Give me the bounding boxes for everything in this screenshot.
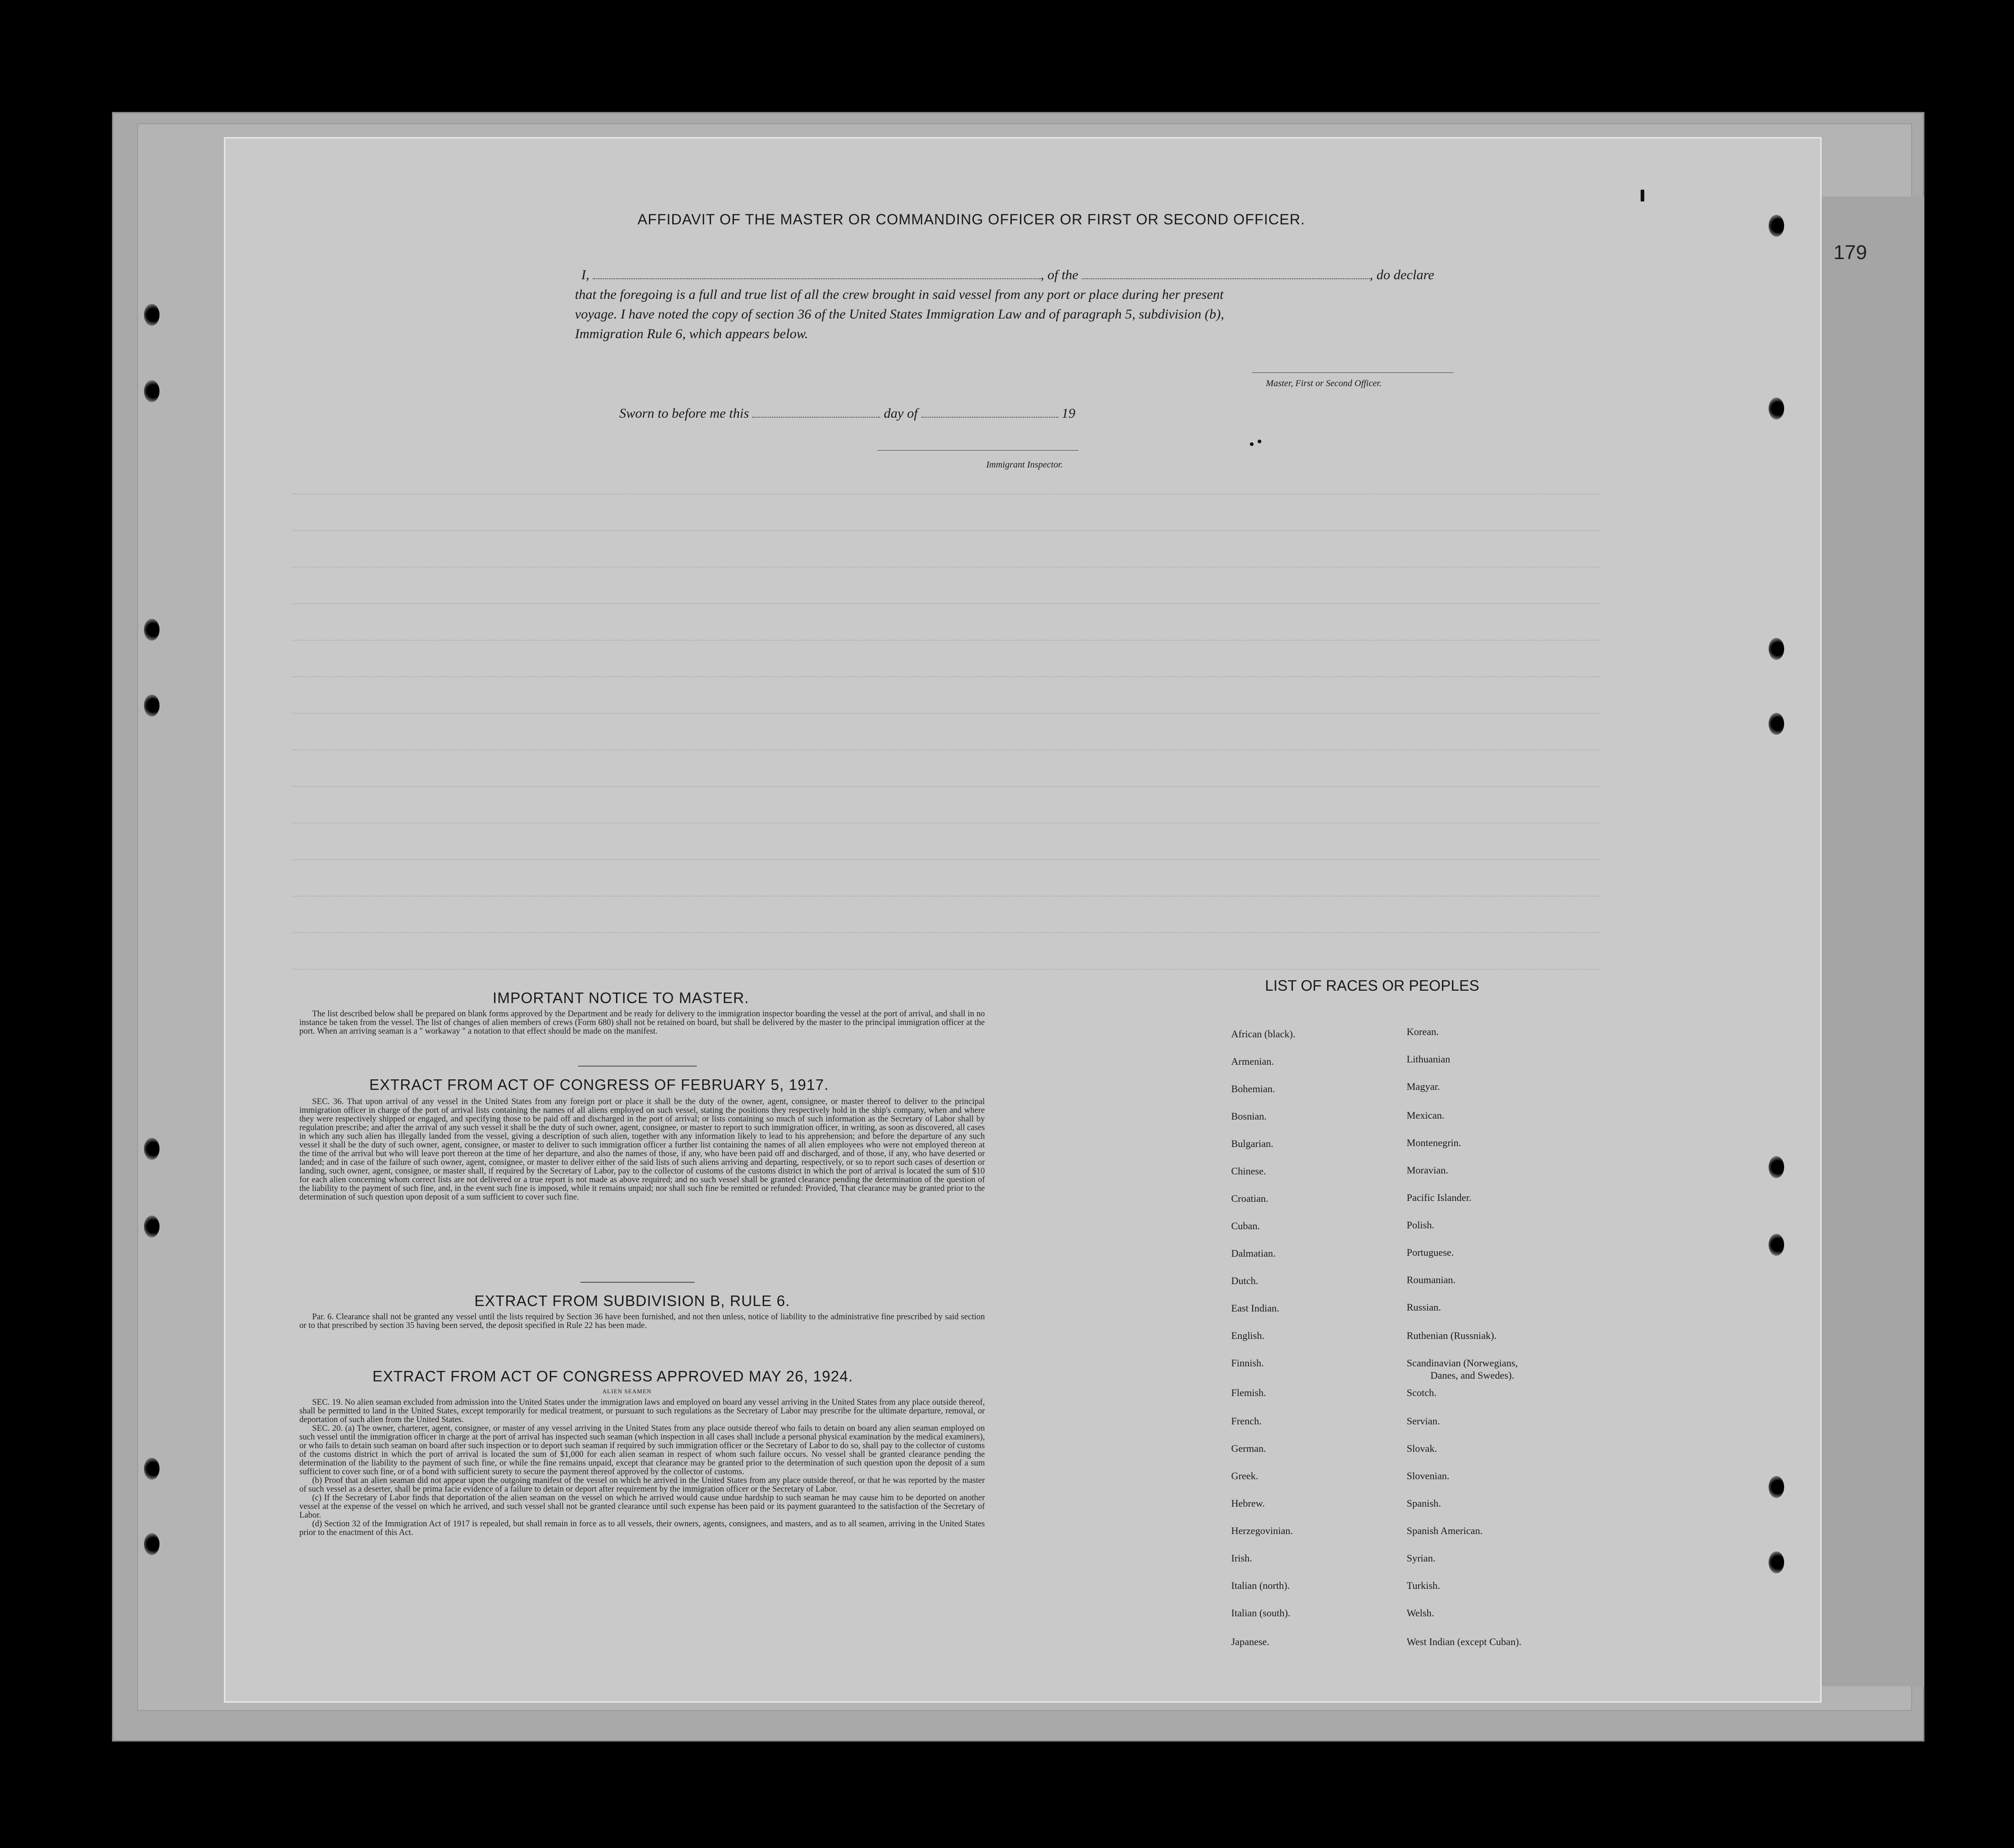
separator bbox=[578, 1066, 697, 1067]
bleed-through-row bbox=[292, 640, 1600, 642]
race-item: Italian (south). bbox=[1231, 1607, 1291, 1619]
bleed-through-row bbox=[292, 859, 1600, 861]
bleed-through-row bbox=[292, 823, 1600, 824]
section-19-paragraph: SEC. 19. No alien seaman excluded from admission into the United States under the immigration laws and employed on board any vessel arriving in the United States from any place outside thereof, shall be permitted to land in the United States, except temporarily for medical treatment, or pursuant to such regulations as the Secretary of Labor may prescribe for the ultimate departure, removal, or deportation of such alien from the United States. bbox=[299, 1398, 985, 1424]
ink-mark bbox=[1258, 440, 1261, 443]
race-item: Chinese. bbox=[1231, 1165, 1266, 1177]
affidavit-line-1 bbox=[581, 267, 1434, 283]
extract-1924-body bbox=[299, 1398, 985, 1537]
binder-hole-icon bbox=[1769, 1234, 1784, 1256]
binder-hole-icon bbox=[1769, 215, 1784, 237]
notice-title: IMPORTANT NOTICE TO MASTER. bbox=[493, 989, 749, 1006]
race-item: Slovak. bbox=[1407, 1443, 1437, 1454]
affidavit-line-2: that the foregoing is a full and true list of all the crew brought in said vessel from any port or place during her present bbox=[575, 287, 1224, 302]
race-item: Servian. bbox=[1407, 1415, 1440, 1427]
bleed-through-row bbox=[292, 932, 1600, 934]
binder-hole-icon bbox=[144, 1533, 159, 1555]
race-item: French. bbox=[1231, 1415, 1262, 1427]
section-20a-paragraph: SEC. 20. (a) The owner, charterer, agent, consignee, or master of any vessel arriving in the United States from any place outside thereof who fails to detain on board any alien seaman employed on such vessel until the immigration officer in charge at the port of arrival has inspected such seaman (which inspection in all cases shall include a personal physical examination by the medical examiners), or who fails to detain such seaman on board after such inspection or to deport such seaman if required by such immigration officer or the Secretary of Labor to do so, shall pay to the collector of customs of the customs district in which the port of arrival is located the sum of $1,000 for each alien seaman in respect of whom such failure occurs. No vessel shall be granted clearance pending the determination of the liability to the payment of such fine, or while the fine remains unpaid, except that clearance may be granted prior to the determination of such question upon the deposit of a sum sufficient to cover such fine, or of a bond with sufficient surety to secure the payment thereof approved by the collector of customs. bbox=[299, 1424, 985, 1476]
race-item: Bulgarian. bbox=[1231, 1138, 1274, 1149]
race-item: German. bbox=[1231, 1443, 1266, 1454]
race-item: Russian. bbox=[1407, 1301, 1441, 1313]
binder-hole-icon bbox=[144, 304, 159, 326]
bleed-through-row bbox=[292, 749, 1600, 751]
master-signature-label: Master, First or Second Officer. bbox=[1266, 378, 1382, 388]
section-20b-paragraph: (b) Proof that an alien seaman did not appear upon the outgoing manifest of the vessel on which he arrived in the United States from any place outside thereof, or that he was reported by the master of such vessel as a deserter, shall be prima facie evidence of a failure to detain or deport after requirement by the immigration officer or the Secretary of Labor. bbox=[299, 1476, 985, 1494]
ink-mark bbox=[1641, 190, 1644, 202]
binder-hole-icon bbox=[1769, 1476, 1784, 1498]
extract-1924-title: EXTRACT FROM ACT OF CONGRESS APPROVED MAY 26, 1924. bbox=[372, 1368, 853, 1385]
races-title: LIST OF RACES OR PEOPLES bbox=[1265, 977, 1479, 994]
race-item: Montenegrin. bbox=[1407, 1137, 1461, 1148]
race-item: Dalmatian. bbox=[1231, 1248, 1276, 1259]
master-signature-line[interactable] bbox=[1252, 372, 1453, 373]
inspector-signature-line[interactable] bbox=[877, 450, 1079, 451]
race-item: Pacific Islander. bbox=[1407, 1192, 1472, 1203]
bleed-through-row bbox=[292, 786, 1600, 788]
race-item: Turkish. bbox=[1407, 1580, 1440, 1591]
extract-rule6-body bbox=[299, 1313, 985, 1330]
binder-hole-icon bbox=[144, 619, 159, 641]
race-item: Finnish. bbox=[1231, 1357, 1264, 1369]
race-item: Dutch. bbox=[1231, 1275, 1259, 1286]
binder-hole-icon bbox=[144, 380, 159, 402]
page-number: 179 bbox=[1833, 241, 1867, 264]
race-item: Scandinavian (Norwegians, bbox=[1407, 1357, 1518, 1369]
sworn-line bbox=[619, 406, 1075, 421]
bleed-through-row bbox=[292, 676, 1600, 678]
page-tab-strip bbox=[1819, 196, 1924, 1686]
race-item: Irish. bbox=[1231, 1552, 1252, 1564]
race-item: Croatian. bbox=[1231, 1193, 1269, 1204]
day-blank[interactable] bbox=[752, 417, 880, 418]
race-item: Japanese. bbox=[1231, 1636, 1270, 1647]
bleed-through-row bbox=[292, 494, 1600, 495]
extract-1917-title: EXTRACT FROM ACT OF CONGRESS OF FEBRUARY 5, 1917. bbox=[369, 1076, 829, 1093]
bleed-through-row bbox=[292, 530, 1600, 532]
race-item: Cuban. bbox=[1231, 1220, 1260, 1232]
name-blank[interactable] bbox=[593, 278, 1041, 279]
binder-hole-icon bbox=[1769, 1156, 1784, 1178]
bleed-through-row bbox=[292, 567, 1600, 568]
race-item: Herzegovinian. bbox=[1231, 1525, 1293, 1536]
race-item: Korean. bbox=[1407, 1026, 1439, 1037]
race-item: Greek. bbox=[1231, 1470, 1259, 1482]
race-item: Flemish. bbox=[1231, 1387, 1266, 1398]
affidavit-i: I, bbox=[581, 267, 590, 282]
inspector-signature-label: Immigrant Inspector. bbox=[986, 460, 1063, 470]
binder-hole-icon bbox=[144, 695, 159, 717]
sworn-text: Sworn to before me this bbox=[619, 406, 749, 421]
notice-paragraph: The list described below shall be prepared on blank forms approved by the Department and be ready for delivery to the immigration inspector boarding the vessel at the port of arrival, and shall in no instance be taken from the vessel. The list of changes of alien members of crews (Form 680) shall not be retained on board, but shall be delivered by the master to the principal immigration officer at the port. When an arriving seaman is a " workaway " a notation to that effect should be made on the manifest. bbox=[299, 1009, 985, 1036]
year-prefix: 19 bbox=[1062, 406, 1076, 421]
race-item: Armenian. bbox=[1231, 1056, 1274, 1067]
ink-mark bbox=[1250, 442, 1254, 446]
affidavit-of-the: , of the bbox=[1041, 267, 1079, 282]
section-36-paragraph: SEC. 36. That upon arrival of any vessel in the United States from any foreign port or place it shall be the duty of the owner, agent, consignee, or master thereof to deliver to the principal immigration officer in charge of the port of arrival lists containing the names of all aliens employed on such vessel, stating the positions they respectively hold in the ship's company, when and where they were respectively shipped or engaged, and specifying those to be paid off and discharged in the port of arrival; or lists containing so much of such information as the Secretary of Labor shall by regulation prescribe; and after the arrival of any such vessel it shall be the duty of such owner, agent, consignee, or master to report to such immigration officer, in writing, as soon as discovered, all cases in which any such alien has illegally landed from the vessel, giving a description of such alien, together with any information likely to lead to his apprehension; and before the departure of any such vessel it shall be the duty of such owner, agent, consignee, or master to deliver to such immigration officer a further list containing the names of all alien employees who were not employed thereon at the time of the arrival but who will leave port thereon at the time of her departure, and also the names of those, if any, who have been paid off and discharged, and of those, if any, who have deserted or landed; and in case of the failure of such owner, agent, consignee, or master to deliver either of the said lists of such aliens arriving and departing, respectively, or so to report such cases of desertion or landing, such owner, agent, consignee, or master shall, if required by the Secretary of Labor, pay to the collector of customs of the customs district in which the port of arrival is located the sum of $10 for each alien concerning whom correct lists are not delivered or a true report is not made as above required; and no such vessel shall be granted clearance pending the determination of the question of the liability to the payment of such fine, and, in the event such fine is imposed, while it remains unpaid; nor shall such fine be remitted or refunded: Provided, That clearance may be granted prior to the determination of such question upon deposit of a sum sufficient to cover such fine. bbox=[299, 1097, 985, 1202]
binder-hole-icon bbox=[1769, 1551, 1784, 1573]
day-of-text: day of bbox=[883, 406, 918, 421]
race-item: Welsh. bbox=[1407, 1607, 1434, 1619]
rule6-paragraph: Par. 6. Clearance shall not be granted any vessel until the lists required by Section 36 have been furnished, and not then unless, notice of liability to the administrative fine prescribed by said section or to that prescribed by section 35 having been served, the deposit specified in Rule 22 has been made. bbox=[299, 1312, 985, 1330]
extract-rule6-title: EXTRACT FROM SUBDIVISION B, RULE 6. bbox=[474, 1292, 790, 1309]
race-item: Moravian. bbox=[1407, 1164, 1449, 1176]
race-item: Scotch. bbox=[1407, 1387, 1437, 1398]
section-20c-paragraph: (c) If the Secretary of Labor finds that deportation of the alien seaman on the vessel on which he arrived would cause undue hardship to such seaman he may cause him to be deported on another vessel at the expense of the vessel on which he arrived, and such vessel shall not be granted clearance until such expense has been paid or its payment guaranteed to the satisfaction of the Secretary of Labor. bbox=[299, 1493, 985, 1520]
race-item: Italian (north). bbox=[1231, 1580, 1290, 1591]
affidavit-title: AFFIDAVIT OF THE MASTER OR COMMANDING OFFICER OR FIRST OR SECOND OFFICER. bbox=[638, 211, 1305, 228]
binder-hole-icon bbox=[144, 1216, 159, 1237]
race-item: Bohemian. bbox=[1231, 1083, 1275, 1094]
race-item: Slovenian. bbox=[1407, 1470, 1450, 1482]
race-item-continuation: Danes, and Swedes). bbox=[1430, 1370, 1514, 1381]
alien-seamen-subtitle: ALIEN SEAMEN bbox=[602, 1388, 652, 1395]
race-item: Mexican. bbox=[1407, 1110, 1445, 1121]
vessel-blank[interactable] bbox=[1082, 278, 1370, 279]
race-item: African (black). bbox=[1231, 1028, 1296, 1040]
bleed-through-row bbox=[292, 969, 1600, 971]
binder-hole-icon bbox=[1769, 398, 1784, 420]
race-item: Portuguese. bbox=[1407, 1247, 1454, 1258]
race-item: Ruthenian (Russniak). bbox=[1407, 1330, 1497, 1341]
affidavit-line-4: Immigration Rule 6, which appears below. bbox=[575, 326, 808, 341]
race-item: Magyar. bbox=[1407, 1081, 1440, 1092]
bleed-through-row bbox=[292, 896, 1600, 897]
race-item: Spanish American. bbox=[1407, 1525, 1483, 1536]
notice-body bbox=[299, 1010, 985, 1036]
section-20d-paragraph: (d) Section 32 of the Immigration Act of 1917 is repealed, but shall remain in force as to all vessels, their owners, agents, consignees, and masters, and as to all seamen, arriving in the United States prior to the enactment of this Act. bbox=[299, 1519, 985, 1537]
race-item: Lithuanian bbox=[1407, 1053, 1451, 1065]
race-item: Syrian. bbox=[1407, 1552, 1435, 1564]
binder-hole-icon bbox=[1769, 713, 1784, 735]
affidavit-line-3: voyage. I have noted the copy of section 36 of the United States Immigration Law and of paragraph 5, subdivision (b), bbox=[575, 307, 1224, 322]
affidavit-do-declare: , do declare bbox=[1370, 267, 1435, 282]
bleed-through-row bbox=[292, 713, 1600, 715]
month-blank[interactable] bbox=[921, 417, 1058, 418]
race-item: Hebrew. bbox=[1231, 1498, 1265, 1509]
binder-hole-icon bbox=[144, 1458, 159, 1480]
separator bbox=[580, 1282, 695, 1283]
race-item: Polish. bbox=[1407, 1219, 1435, 1231]
race-item: English. bbox=[1231, 1330, 1265, 1341]
race-item: Roumanian. bbox=[1407, 1274, 1456, 1285]
binder-hole-icon bbox=[144, 1138, 159, 1160]
binder-hole-icon bbox=[1769, 638, 1784, 660]
race-item: Spanish. bbox=[1407, 1498, 1441, 1509]
extract-1917-body bbox=[299, 1098, 985, 1202]
race-item: Bosnian. bbox=[1231, 1110, 1267, 1122]
race-item: West Indian (except Cuban). bbox=[1407, 1636, 1522, 1647]
bleed-through-row bbox=[292, 603, 1600, 605]
race-item: East Indian. bbox=[1231, 1302, 1280, 1314]
